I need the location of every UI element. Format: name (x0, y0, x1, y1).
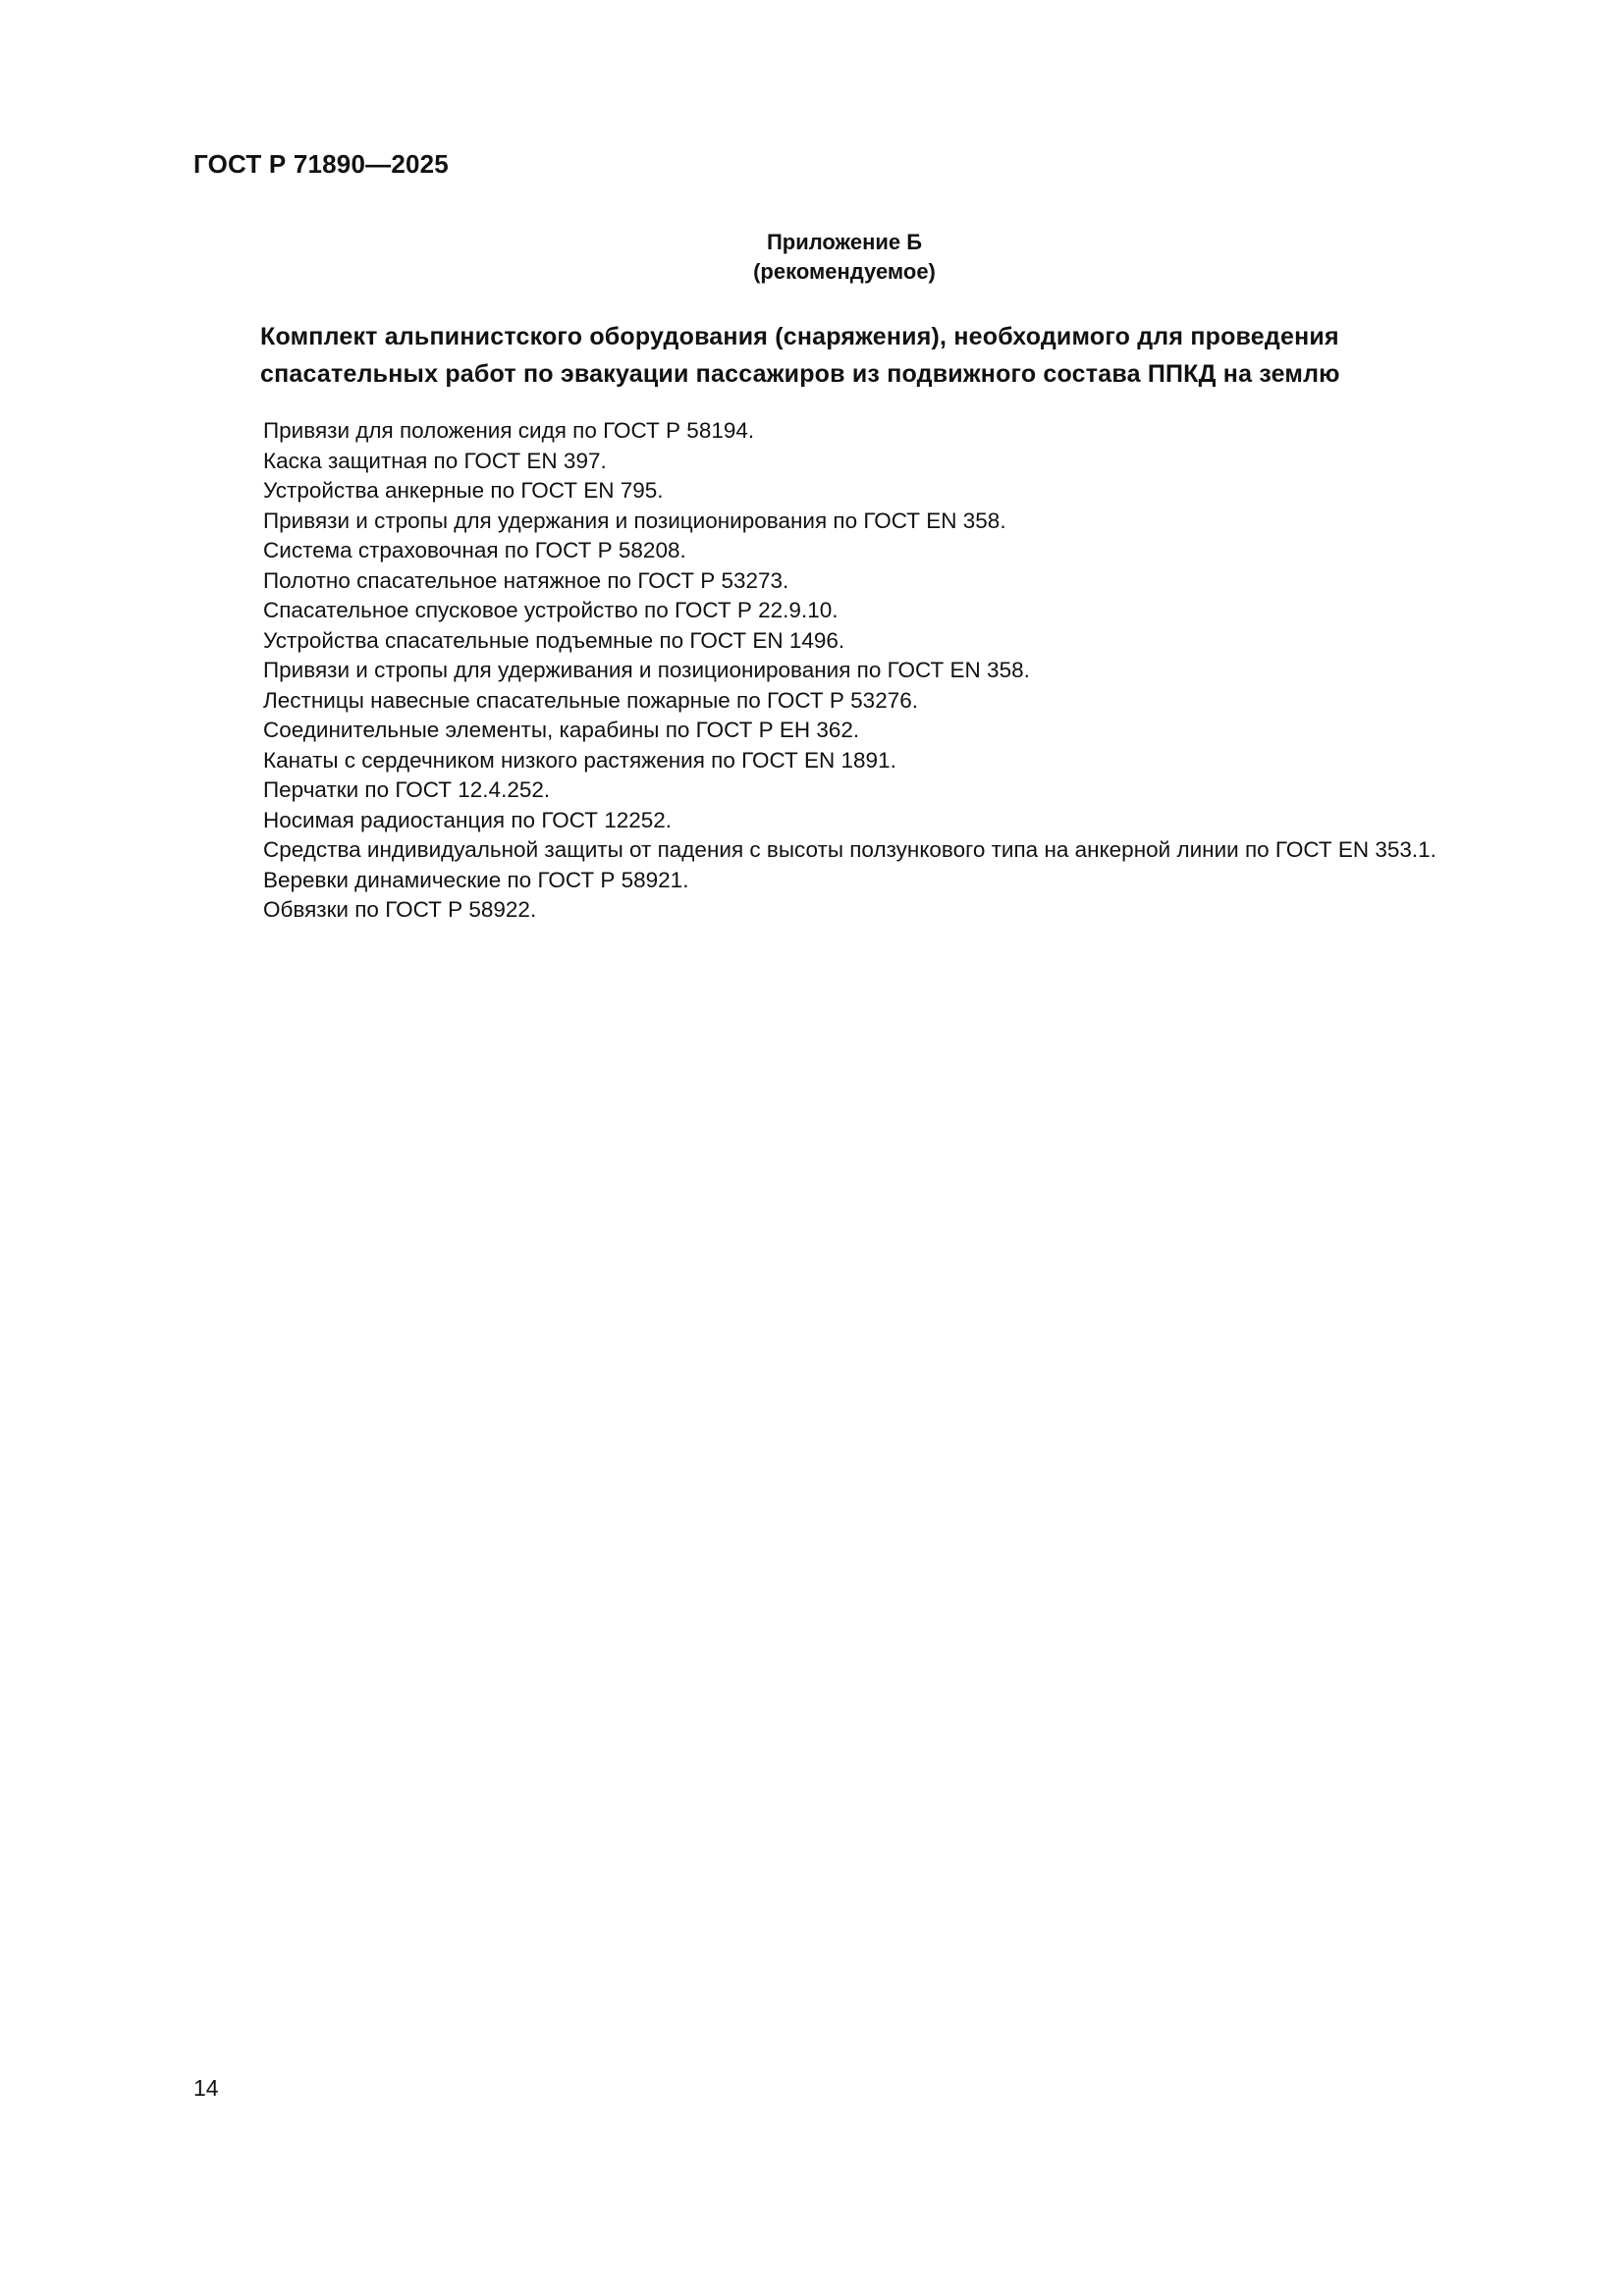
list-item: Спасательное спусковое устройство по ГОСТ Р 22.9.10. (263, 598, 839, 622)
list-item: Каска защитная по ГОСТ EN 397. (263, 448, 607, 473)
appendix-label: Приложение Б (766, 230, 923, 254)
document-code: ГОСТ Р 71890—2025 (193, 149, 449, 179)
list-item: Средства индивидуальной защиты от падения с высоты ползункового типа на анкерной линии по ГОСТ EN 353.1. (263, 837, 1436, 862)
list-item: Перчатки по ГОСТ 12.4.252. (263, 777, 551, 802)
list-item: Устройства анкерные по ГОСТ EN 795. (263, 478, 664, 503)
list-item: Лестницы навесные спасательные пожарные по ГОСТ Р 53276. (263, 687, 918, 713)
list-item: Полотно спасательное натяжное по ГОСТ Р 53273. (263, 567, 789, 593)
appendix-title-line-2: спасательных работ по эвакуации пассажиров из подвижного состава ППКД на землю (260, 360, 1340, 388)
appendix-title-line-1: Комплект альпинистского оборудования (снаряжения), необходимого для проведения (260, 323, 1339, 350)
list-item: Соединительные элементы, карабины по ГОСТ Р ЕН 362. (263, 718, 860, 742)
list-item: Обвязки по ГОСТ Р 58922. (263, 897, 537, 922)
equipment-list (193, 416, 1512, 926)
list-item: Носимая радиостанция по ГОСТ 12252. (263, 807, 673, 832)
appendix-heading (0, 228, 1624, 287)
appendix-status: (рекомендуемое) (753, 259, 936, 284)
list-item: Устройства спасательные подъемные по ГОСТ EN 1496. (263, 627, 845, 653)
list-item: Привязи для положения сидя по ГОСТ Р 58194. (263, 418, 755, 443)
list-item: Привязи и стропы для удерживания и позиционирования по ГОСТ EN 358. (263, 658, 1030, 682)
list-item: Веревки динамические по ГОСТ Р 58921. (263, 867, 689, 892)
page-number: 14 (193, 2075, 219, 2101)
list-item: Система страховочная по ГОСТ Р 58208. (263, 538, 686, 562)
appendix-title (260, 318, 1517, 393)
list-item: Привязи и стропы для удержания и позиционирования по ГОСТ EN 358. (263, 507, 1006, 533)
list-item: Канаты с сердечником низкого растяжения по ГОСТ EN 1891. (263, 747, 896, 773)
